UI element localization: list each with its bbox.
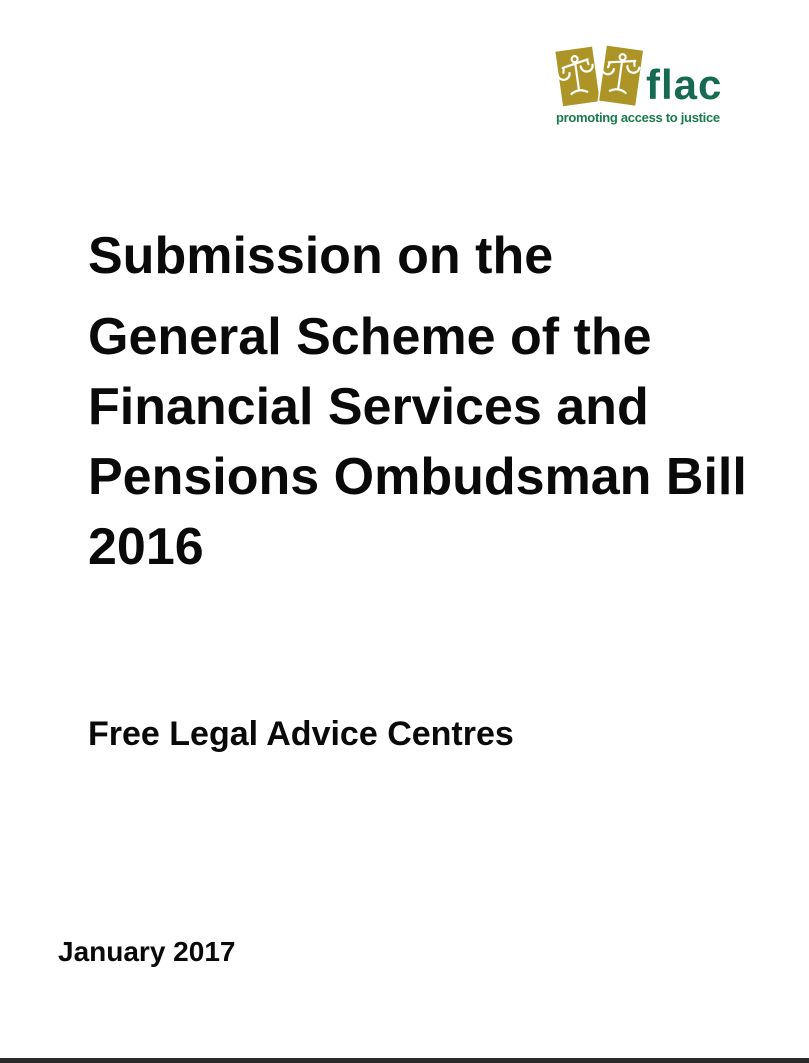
- title-line-2: Financial Services and: [88, 378, 649, 436]
- flac-tagline: promoting access to justice: [556, 110, 720, 125]
- title-line-3: Pensions Ombudsman Bill: [88, 448, 747, 506]
- scales-of-justice-icon: [552, 40, 648, 112]
- document-title: [88, 302, 747, 582]
- title-line-4: 2016: [88, 518, 204, 576]
- flac-logo: [552, 40, 738, 132]
- title-line-1: General Scheme of the: [88, 308, 652, 366]
- page-bottom-edge: [0, 1058, 809, 1063]
- flac-wordmark: flac: [646, 61, 723, 108]
- author-name: Free Legal Advice Centres: [88, 715, 514, 753]
- publication-date: January 2017: [58, 936, 236, 967]
- heading-intro: Submission on the: [88, 227, 554, 285]
